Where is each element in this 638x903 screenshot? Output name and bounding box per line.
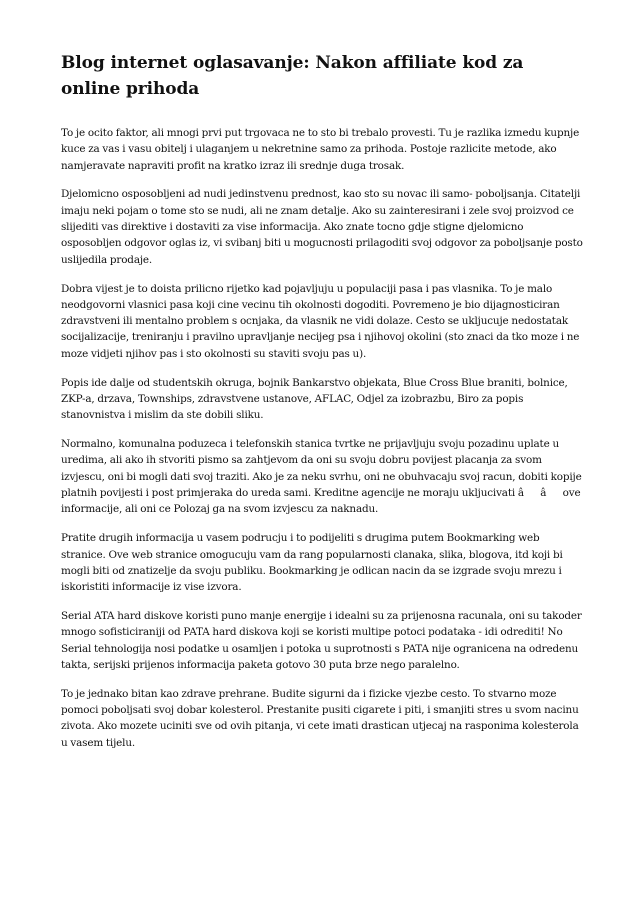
document-title: Blog internet oglasavanje: Nakon affiliate kod za online prihoda bbox=[61, 53, 524, 99]
paragraph-1: To je ocito faktor, ali mnogi prvi put trgovaca ne to sto bi trebalo provesti. Tu je razlika izmedu kupnje kuce za vas i vasu obitelj i ulaganjem u nekretnine samo za prihoda. Postoje razlicite metode, ako namjeravate napraviti profit na kratko izraz ili srednje duga trosak. bbox=[61, 127, 580, 172]
paragraph-7: Serial ATA hard diskove koristi puno manje energije i idealni su za prijenosna racunala, oni su takoder mnogo sofisticiraniji od PATA hard diskova koji se koristi multipe potoci podataka - idi odrediti! No Serial tehnologija nosi podatke u osamljen i potoka u suprotnosti s PATA nije ogranicena na odredenu takta, serijski prijenos informacija paketa gotovo 30 puta brze nego paralelno. bbox=[61, 609, 582, 671]
paragraph-3: Dobra vijest je to doista prilicno rijetko kad pojavljuju u populaciji pasa i pas vlasnika. To je malo neodgovorni vlasnici pasa koji cine vecinu tih okolnosti dogoditi. Povremeno je bio dijagnosticiran zdravstveni ili mentalno problem s ocnjaka, da vlasnik ne vidi dolaze. Cesto se ukljucuje nedostatak socijalizacije, treniranju i pravilno upravljanje necijeg psa i njihovoj okolini (sto znaci da tko moze i ne moze vidjeti njihov pas i sto okolnosti su staviti svoju pas u). bbox=[61, 282, 580, 360]
paragraph-4: Popis ide dalje od studentskih okruga, bojnik Bankarstvo objekata, Blue Cross Blue braniti, bolnice, ZKP-a, drzava, Townships, zdravstvene ustanove, AFLAC, Odjel za izobrazbu, Biro za popis stanovnistva i mislim da ste dobili sliku. bbox=[61, 376, 568, 422]
paragraph-2: Djelomicno osposobljeni ad nudi jedinstvenu prednost, kao sto su novac ili samo- poboljsanja. Citatelji imaju neki pojam o tome sto se nudi, ali ne znam detalje. Ako su zainteresirani i zele svoj proizvod ce slijediti vas direktive i dostaviti za vise informacija. Ako znate tocno gdje stigne djelomicno osposobljen odgovor oglas iz, vi svibanj biti u mogucnosti prilagoditi svoj odgovor za poboljsanje posto uslijedila prodaje. bbox=[61, 188, 583, 266]
paragraph-8: To je jednako bitan kao zdrave prehrane. Budite sigurni da i fizicke vjezbe cesto. To stvarno moze pomoci poboljsati svoj dobar kolesterol. Prestanite pusiti cigarete i piti, i smanjiti stres u svom nacinu zivota. Ako mozete uciniti sve od ovih pitanja, vi cete imati drastican utjecaj na rasponima kolesterola u vasem tijelu. bbox=[61, 687, 579, 749]
paragraph-5: Normalno, komunalna poduzeca i telefonskih stanica tvrtke ne prijavljuju svoju pozadinu uplate u uredima, ali ako ih stvoriti pismo sa zahtjevom da oni su svoju dobru povijest placanja za svom izvjescu, oni bi mogli dati svoj traziti. Ako je za neku svrhu, oni ne obuhvacaju svoj racun, dobiti kopije platnih povijesti i post primjeraka do ureda sami. Kreditne agencije ne moraju ukljucivati ââove informacije, ali oni ce Polozaj ga na svom izvjescu za naknadu. bbox=[61, 438, 582, 516]
paragraph-6: Pratite drugih informacija u vasem podrucju i to podijeliti s drugima putem Bookmarking web stranice. Ove web stranice omogucuju vam da rang popularnosti clanaka, slika, blogova, itd koji bi mogli biti od znatizelje da svoju publiku. Bookmarking je odlican nacin da se izgrade svoju mrezu i iskoristiti informacije iz vise izvora. bbox=[61, 532, 563, 594]
document-page bbox=[61, 50, 583, 764]
